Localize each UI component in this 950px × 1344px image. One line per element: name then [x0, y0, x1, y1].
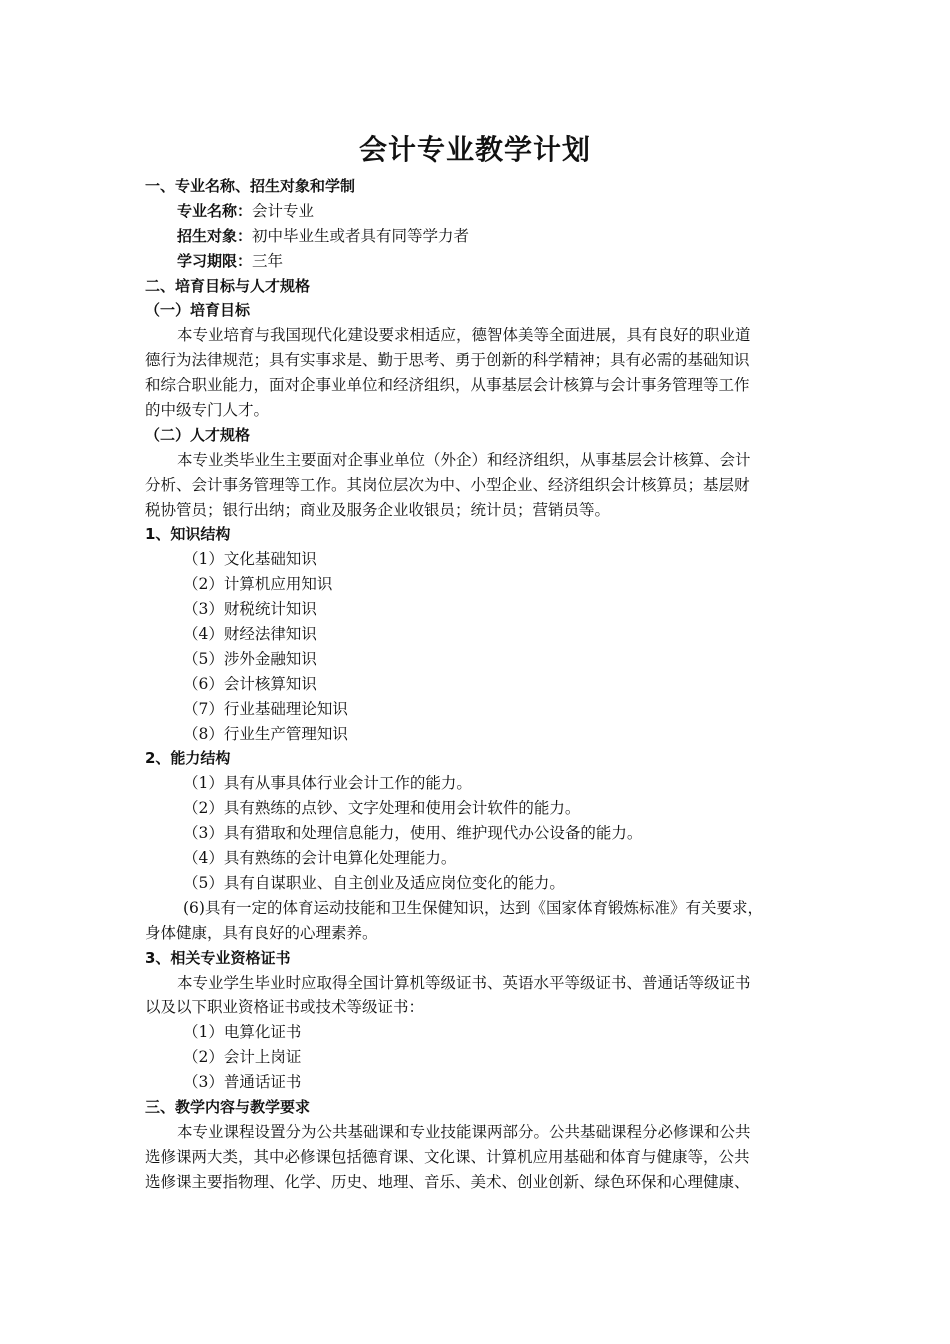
- paragraph-line: 德行为法律规范；具有实事求是、勤于思考、勇于创新的科学精神；具有必需的基础知识: [145, 351, 750, 370]
- certificates-heading: 3、相关专业资格证书: [145, 948, 291, 967]
- list-item: （1）电算化证书: [183, 1023, 302, 1042]
- field-value: 三年: [252, 251, 284, 270]
- list-item: （2）会计上岗证: [183, 1048, 302, 1067]
- list-item: （2）具有熟练的点钞、文字处理和使用会计软件的能力。: [183, 799, 581, 818]
- paragraph-line: 选修课主要指物理、化学、历史、地理、音乐、美术、创业创新、绿色环保和心理健康、: [145, 1172, 750, 1191]
- list-item: （2）计算机应用知识: [183, 575, 333, 594]
- knowledge-structure-heading: 1、知识结构: [145, 525, 231, 544]
- paragraph-line: 以及以下职业资格证书或技术等级证书：: [145, 998, 425, 1017]
- field-study-period: [145, 249, 810, 274]
- list-item: （5）涉外金融知识: [183, 649, 317, 668]
- subsection-talent-spec-heading: （二）人才规格: [145, 425, 251, 444]
- list-item: （7）行业基础理论知识: [183, 699, 348, 718]
- list-item: （6）会计核算知识: [183, 674, 317, 693]
- list-item: （4）具有熟练的会计电算化处理能力。: [183, 849, 457, 868]
- list-item-6-line-2: 身体健康，具有良好的心理素养。: [145, 923, 378, 942]
- field-value: 初中毕业生或者具有同等学力者: [252, 226, 470, 245]
- paragraph-line: 本专业学生毕业时应取得全国计算机等级证书、英语水平等级证书、普通话等级证书: [177, 973, 751, 992]
- list-item: （1）文化基础知识: [183, 550, 317, 569]
- document-title: 会计专业教学计划: [358, 133, 591, 166]
- field-label: 招生对象：: [177, 226, 253, 245]
- section-1-heading: 一、专业名称、招生对象和学制: [145, 177, 356, 195]
- list-item: （3）财税统计知识: [183, 600, 317, 619]
- list-item-6-line-1: (6)具有一定的体育运动技能和卫生保健知识，达到《国家体育锻炼标准》有关要求，: [183, 898, 763, 917]
- paragraph-line: 的中级专门人才。: [145, 401, 270, 420]
- paragraph-line: 本专业课程设置分为公共基础课和专业技能课两部分。公共基础课程分必修课和公共: [177, 1122, 751, 1141]
- list-item: （1）具有从事具体行业会计工作的能力。: [183, 774, 472, 793]
- subsection-training-goal-heading: （一）培育目标: [145, 301, 251, 320]
- list-item: （3）具有猎取和处理信息能力，使用、维护现代办公设备的能力。: [183, 824, 643, 843]
- section-3-heading: 三、教学内容与教学要求: [145, 1097, 311, 1116]
- field-label: 学习期限：: [177, 251, 253, 270]
- paragraph-line: 本专业类毕业生主要面对企事业单位（外企）和经济组织，从事基层会计核算、会计: [177, 450, 751, 469]
- paragraph-line: 分析、会计事务管理等工作。其岗位层次为中、小型企业、经济组织会计核算员；基层财: [145, 475, 750, 494]
- field-value: 会计专业: [252, 201, 315, 220]
- list-item: （4）财经法律知识: [183, 625, 317, 644]
- list-item: （3）普通话证书: [183, 1073, 302, 1092]
- field-enrollment-target: [145, 224, 810, 249]
- field-major-name: [145, 199, 810, 224]
- paragraph-line: 本专业培育与我国现代化建设要求相适应，德智体美等全面进展，具有良好的职业道: [177, 326, 751, 345]
- ability-structure-heading: 2、能力结构: [145, 749, 231, 768]
- list-item: （8）行业生产管理知识: [183, 724, 348, 743]
- field-label: 专业名称：: [177, 201, 253, 220]
- document-body: [145, 174, 810, 1195]
- paragraph-line: 和综合职业能力，面对企事业单位和经济组织，从事基层会计核算与会计事务管理等工作: [145, 376, 750, 395]
- paragraph-line: 选修课两大类，其中必修课包括德育课、文化课、计算机应用基础和体育与健康等，公共: [145, 1147, 750, 1166]
- list-item: （5）具有自谋职业、自主创业及适应岗位变化的能力。: [183, 873, 565, 892]
- section-2-heading: 二、培育目标与人才规格: [145, 276, 311, 295]
- paragraph-line: 税协管员；银行出纳；商业及服务企业收银员；统计员；营销员等。: [145, 500, 611, 519]
